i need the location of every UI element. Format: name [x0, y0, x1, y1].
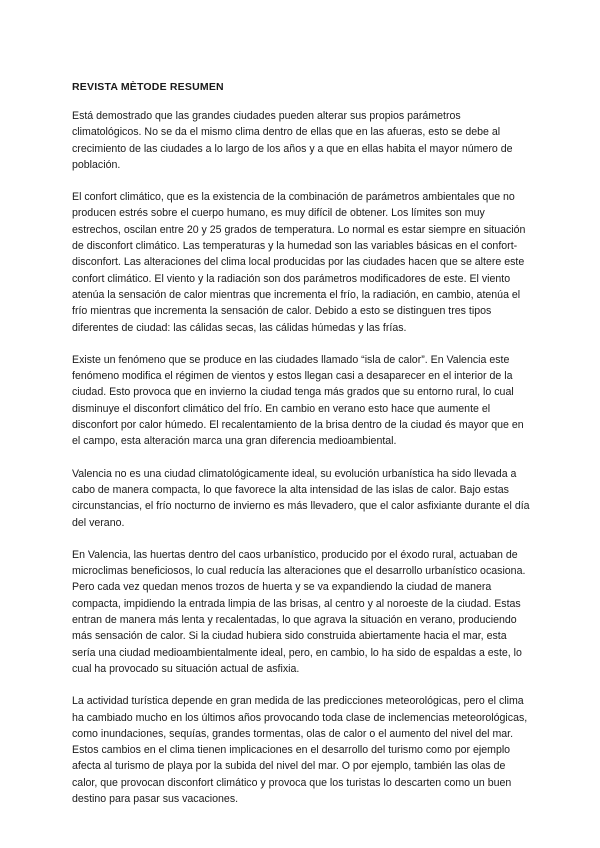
document-title: REVISTA MÈTODE RESUMEN	[72, 81, 224, 93]
document-page	[72, 80, 530, 823]
paragraph-4: Valencia no es una ciudad climatológicamente ideal, su evolución urbanística ha sido llevada a cabo de manera compacta, lo que favorece la alta intensidad de las islas de calor. Bajo estas circunstancias, el frío nocturno de invierno es más llevadero, que el calor asfixiante durante el día del verano.	[72, 467, 530, 529]
paragraph-6: La actividad turística depende en gran medida de las predicciones meteorológicas, pero el clima ha cambiado mucho en los últimos años provocando toda clase de inclemencias meteorológicas, como inundaciones, sequías, grandes tormentas, olas de calor o el aumento del nivel del mar. Estos cambios en el clima tienen implicaciones en el desarrollo del turismo como por ejemplo afecta al turismo de playa por la subida del nivel del mar. O por ejemplo, también las olas de calor, que provocan disconfort climático y provoca que los turistas lo descarten como un buen destino para pasar sus vacaciones.	[72, 695, 528, 805]
paragraph-1: Está demostrado que las grandes ciudades pueden alterar sus propios parámetros climatológicos. No se da el mismo clima dentro de ellas que en las afueras, esto se debe al crecimiento de las ciudades a lo largo de los años y a que en ellas habita el mayor número de población.	[72, 110, 513, 171]
paragraph-3: Existe un fenómeno que se produce en las ciudades llamado “isla de calor”. En Valencia este fenómeno modifica el régimen de vientos y estos llegan casi a desaparecer en el interior de la ciudad. Esto provoca que en invierno la ciudad tenga más grados que su entorno rural, lo cual disminuye el disconfort climático del frío. En cambio en verano esto hace que aumente el disconfort por calor húmedo. El recalentamiento de la brisa dentro de la ciudad és mayor que en el campo, esta alteración marca una gran diferencia medioambiental.	[72, 353, 524, 448]
paragraph-5: En Valencia, las huertas dentro del caos urbanístico, producido por el éxodo rural, actuaban de microclimas beneficiosos, lo cual reducía las alteraciones que el desarrollo urbanístico ocasiona. Pero cada vez quedan menos trozos de huerta y se va expandiendo la ciudad de manera compacta, impidiendo la entrada limpia de las brisas, al centro y al noroeste de la ciudad. Estas entran de manera más lenta y recalentadas, lo que agrava la situación en verano, produciendo más sensación de calor. Si la ciudad hubiera sido construida abiertamente hacia el mar, esta sería una ciudad medioambientalmente ideal, pero, en cambio, lo ha sido de espaldas a este, lo cual ha provocado su situación actual de asfixia.	[72, 548, 526, 675]
paragraph-2: El confort climático, que es la existencia de la combinación de parámetros ambientales que no producen estrés sobre el cuerpo humano, es muy difícil de obtener. Los límites son muy estrechos, oscilan entre 20 y 25 grados de temperatura. Lo normal es estar siempre en situación de disconfort climático. Las temperaturas y la humedad son las variables básicas en el confort-disconfort. Las alteraciones del clima local producidas por las ciudades hacen que se altere este confort climático. El viento y la radiación son dos parámetros modificadores de este. El viento atenúa la sensación de calor mientras que incrementa el frío, la radiación, en cambio, atenúa el frío mientras que incrementa la sensación de calor. Debido a esto se distinguen tres tipos diferentes de ciudad: las cálidas secas, las cálidas húmedas y las frías.	[72, 191, 526, 334]
